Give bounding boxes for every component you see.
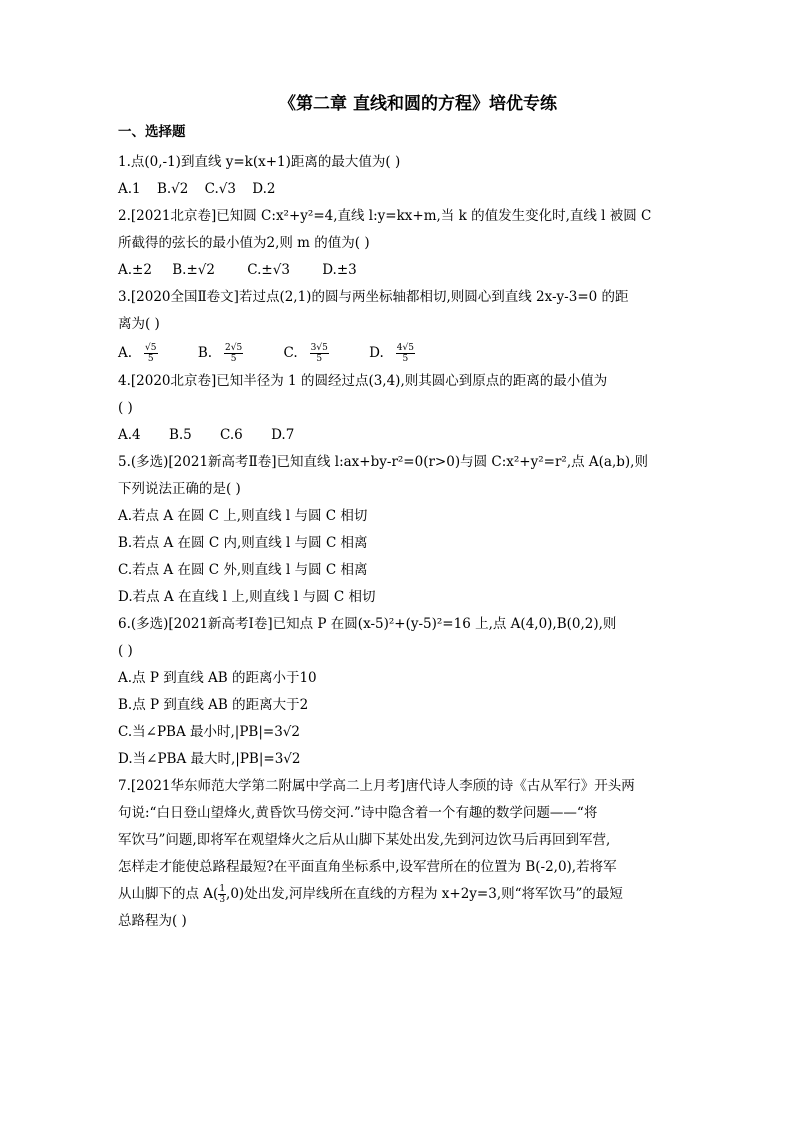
question-7-line-3: 军饮马”问题,即将军在观望烽火之后从山脚下某处出发,先到河边饮马后再回到军营, [118,832,611,848]
question-3-options [118,338,678,368]
question-2-options [118,257,678,284]
question-6-line-2: ( ) [118,643,133,659]
question-2-line-1: 2.[2021北京卷]已知圆 C:x²+y²=4,直线 l:y=kx+m,当 k 的值发生变化时,直线 l 被圆 C [118,208,652,224]
q3-option-c-fraction: $\frac{3√5}{5}$ [310,343,328,364]
q3-option-b: B. $\frac{2√5}{5}$ [198,338,267,368]
section-heading: 一、选择题 [118,124,186,140]
q3-option-c: C. $\frac{3√5}{5}$ [284,338,353,368]
q6-option-d: D.当∠PBA 最大时,|PB|=3√2 [118,751,301,767]
q4-option-b: B.5 [168,427,192,443]
question-1-text: 1.点(0,-1)到直线 y=k(x+1)距离的最大值为( ) [118,154,401,170]
worksheet-page [118,92,678,935]
q2-option-c: C.±√3 [247,262,290,278]
q1-option-d: D.2 [252,181,276,197]
question-5-line-2: 下列说法正确的是( ) [118,481,241,497]
question-7-line-5: 从山脚下的点 A( $\frac{1}{3}$ ,0)处出发,河岸线所在直线的方程为 x+2y=3,则“将军饮马”的最短 [118,884,623,905]
question-7-line-6: 总路程为( ) [118,913,187,929]
q3-option-d: D. $\frac{4√5}{5}$ [369,338,439,368]
q3-option-b-fraction: $\frac{2√5}{5}$ [225,343,243,364]
question-3-line-1: 3.[2020全国Ⅱ卷文]若过点(2,1)的圆与两坐标轴都相切,则圆心到直线 2x-y-3=0 的距 [118,289,629,305]
q2-option-d: D.±3 [322,262,357,278]
question-7-line-2: 句说:“白日登山望烽火,黄昏饮马傍交河.”诗中隐含着一个有趣的数学问题——“将 [118,805,598,821]
question-6-line-1: 6.(多选)[2021新高考Ⅰ卷]已知点 P 在圆(x-5)²+(y-5)²=16 上,点 A(4,0),B(0,2),则 [118,616,617,632]
q1-option-b: B.√2 [156,181,189,197]
question-4-line-2: ( ) [118,400,133,416]
question-1-options [118,176,678,203]
question-7-line-4: 怎样走才能使总路程最短?在平面直角坐标系中,设军营所在的位置为 B(-2,0),若将军 [118,859,617,875]
q5-option-b: B.若点 A 在圆 C 内,则直线 l 与圆 C 相离 [118,535,368,551]
q6-option-c: C.当∠PBA 最小时,|PB|=3√2 [118,724,300,740]
q3-option-a: A. $\frac{√5}{5}$ [118,338,182,368]
q4-option-c: C.6 [220,427,243,443]
q6-option-b: B.点 P 到直线 AB 的距离大于2 [118,697,309,713]
q3-option-a-fraction: $\frac{√5}{5}$ [145,343,157,364]
q1-option-a: A.1 [118,181,141,197]
q7-fraction: $\frac{1}{3}$ [219,884,226,905]
q2-option-b: B.±√2 [172,262,215,278]
q4-option-d: D.7 [271,427,295,443]
page-title: 《第二章 直线和圆的方程》培优专练 [279,94,557,114]
question-3-line-2: 离为( ) [118,316,160,332]
question-4-options [118,422,678,449]
question-2-line-2: 所截得的弦长的最小值为2,则 m 的值为( ) [118,235,370,251]
question-5-line-1: 5.(多选)[2021新高考Ⅱ卷]已知直线 l:ax+by-r²=0(r>0)与圆 C:x²+y²=r²,点 A(a,b),则 [118,454,648,470]
question-4-line-1: 4.[2020北京卷]已知半径为 1 的圆经过点(3,4),则其圆心到原点的距离的最小值为 [118,373,608,389]
q5-option-d: D.若点 A 在直线 l 上,则直线 l 与圆 C 相切 [118,589,376,605]
question-7-line-1: 7.[2021华东师范大学第二附属中学高二上月考]唐代诗人李颀的诗《古从军行》开头两 [118,778,635,794]
q6-option-a: A.点 P 到直线 AB 的距离小于10 [118,670,317,686]
q4-option-a: A.4 [118,427,141,443]
q5-option-c: C.若点 A 在圆 C 外,则直线 l 与圆 C 相离 [118,562,368,578]
q3-option-d-fraction: $\frac{4√5}{5}$ [396,343,414,364]
q2-option-a: A.±2 [118,262,152,278]
q5-option-a: A.若点 A 在圆 C 上,则直线 l 与圆 C 相切 [118,508,368,524]
q1-option-c: C.√3 [204,181,236,197]
